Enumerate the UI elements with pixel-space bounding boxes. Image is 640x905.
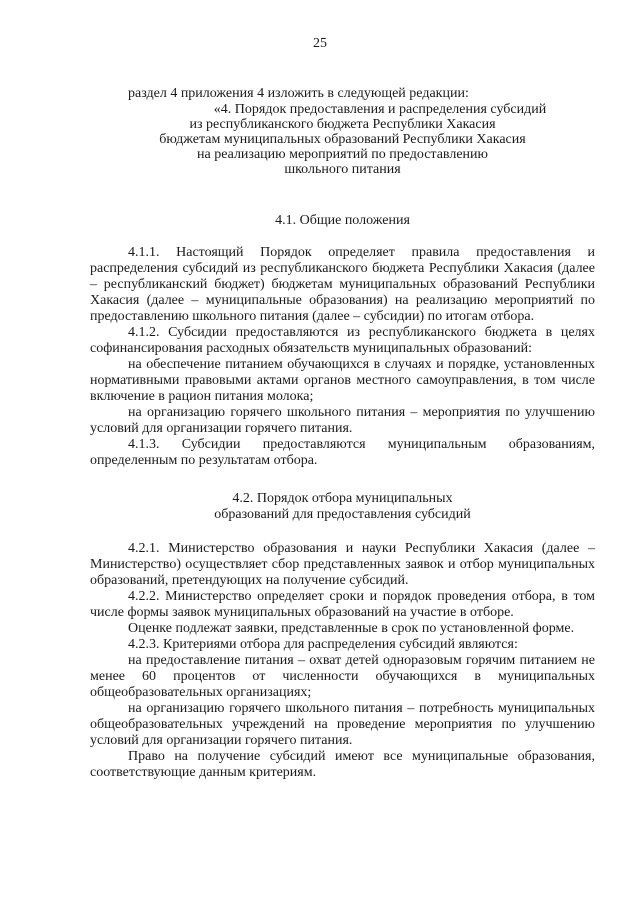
paragraph-food-provision: на обеспечение питанием обучающихся в случаях и порядке, установленных нормативными правовыми актами органов местного самоуправления, в том числе включение в рацион питания молока; xyxy=(90,357,595,404)
paragraph-evaluation: Оценке подлежат заявки, представленные в срок по установленной форме. xyxy=(128,621,575,636)
title-line: на реализацию мероприятий по предоставлению xyxy=(197,147,488,162)
title-line: из республиканского бюджета Республики Хакасия xyxy=(189,117,496,132)
title-line: школьного питания xyxy=(284,162,401,177)
heading-line: 4.2. Порядок отбора муниципальных xyxy=(232,491,453,506)
paragraph-4-2-1: 4.2.1. Министерство образования и науки Республики Хакасия (далее – Министерство) осуществляет сбор представленных заявок и отбор муниципальных образований, претендующих на получение субсидий. xyxy=(90,541,595,588)
paragraph-4-1-3: 4.1.3. Субсидии предоставляются муниципальным образованиям, определенным по результатам отбора. xyxy=(90,437,595,468)
paragraph-criteria-hot-meals: на организацию горячего школьного питания – потребность муниципальных общеобразовательных учреждений на проведение мероприятия по улучшению условий для организации горячего питания. xyxy=(90,701,595,748)
paragraph-4-2-3: 4.2.3. Критериями отбора для распределения субсидий являются: xyxy=(128,637,518,652)
paragraph-4-2-2: 4.2.2. Министерство определяет сроки и порядок проведения отбора, в том числе формы заявок муниципальных образований на участие в отборе. xyxy=(90,589,595,620)
page-number: 25 xyxy=(313,36,327,51)
title-line: бюджетам муниципальных образований Республики Хакасия xyxy=(159,132,526,147)
paragraph-eligibility: Право на получение субсидий имеют все муниципальные образования, соответствующие данным критериям. xyxy=(90,749,595,780)
section-heading-4-1: 4.1. Общие положения xyxy=(275,213,410,228)
paragraph-hot-meals: на организацию горячего школьного питания – мероприятия по улучшению условий для организации горячего питания. xyxy=(90,405,595,436)
paragraph-4-1-1: 4.1.1. Настоящий Порядок определяет правила предоставления и распределения субсидий из республиканского бюджета Республики Хакасия (далее – республиканский бюджет) бюджетам муниципальных образований Республики Хакасия (далее – муниципальные образования) на реализацию мероприятий по предоставлению школьного питания (далее – субсидии) по итогам отбора. xyxy=(90,245,595,324)
title-line: «4. Порядок предоставления и распределения субсидий xyxy=(213,102,547,117)
section-heading-4-2 xyxy=(90,491,595,523)
document-title xyxy=(90,102,595,177)
heading-line: образований для предоставления субсидий xyxy=(214,507,471,522)
intro-text: раздел 4 приложения 4 изложить в следующей редакции: xyxy=(128,86,469,101)
document-body xyxy=(90,86,595,781)
paragraph-criteria-food: на предоставление питания – охват детей одноразовым горячим питанием не менее 60 процентов от численности обучающихся в муниципальных общеобразовательных организациях; xyxy=(90,653,595,700)
paragraph-4-1-2: 4.1.2. Субсидии предоставляются из республиканского бюджета в целях софинансирования расходных обязательств муниципальных образований: xyxy=(90,325,595,356)
